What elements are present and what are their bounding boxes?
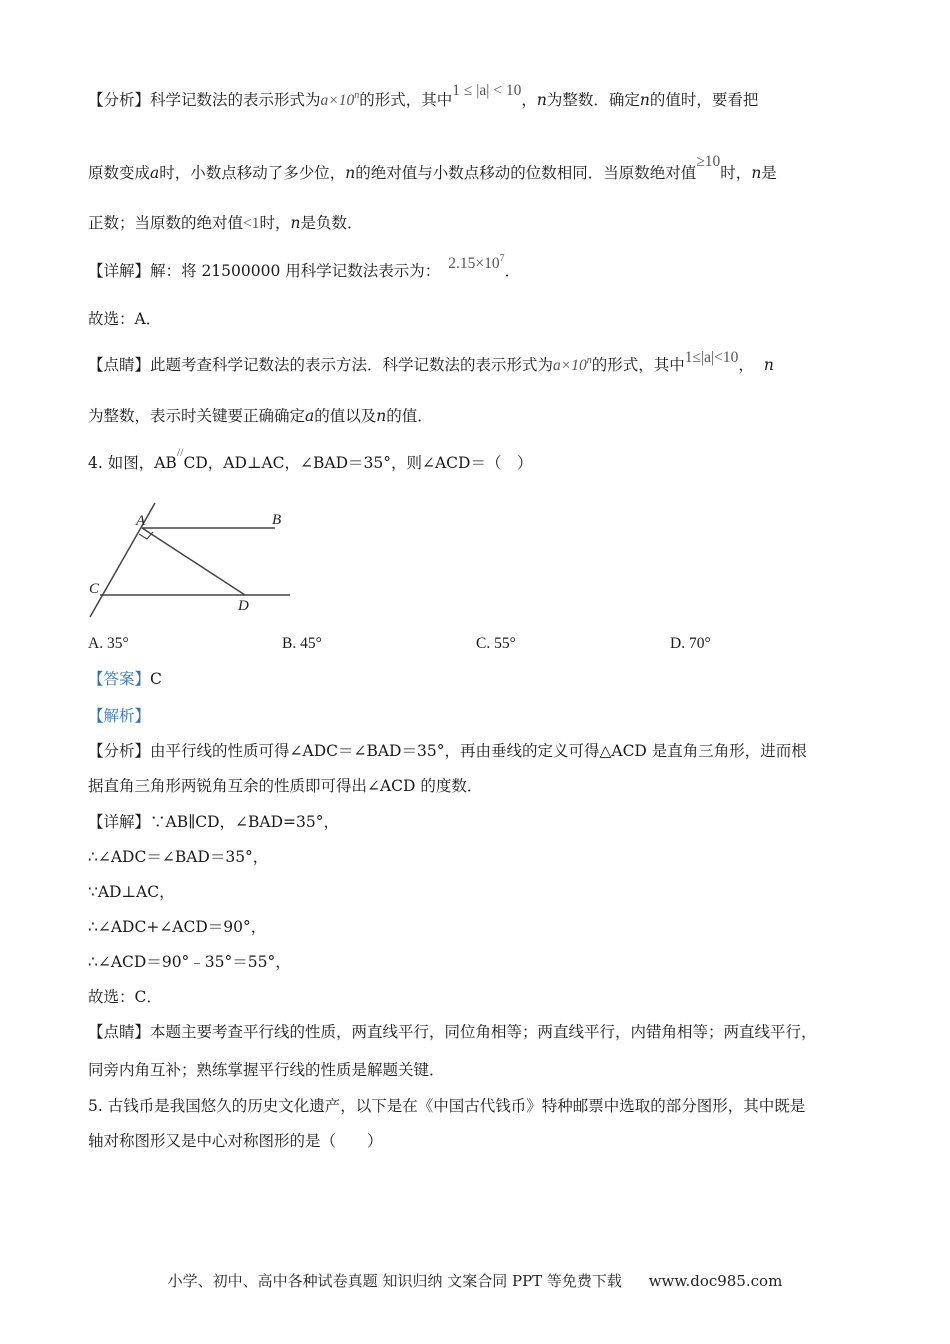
label-a: A: [136, 513, 146, 529]
q4-detail-step-5: ∴∠ACD＝90°﹣35°＝55°，: [88, 953, 291, 971]
option-c: C. 55°: [476, 635, 516, 652]
q4-detail-step-1: 【详解】∵AB∥CD，∠BAD=35°，: [88, 813, 340, 831]
analysis-line-1: 【分析】科学记数法的表示形式为$a\times 10^n$的形式，其中1 ≤ |a| < 10，n为整数．确定n的值时，要看把: [88, 82, 759, 109]
analysis-line-2: 原数变成a时，小数点移动了多少位，n的绝对值与小数点移动的位数相同．当原数绝对值≥10时，n是: [88, 153, 777, 182]
footer-text: 小学、初中、高中各种试卷真题 知识归纳 文案合同 PPT 等免费下载: [167, 1272, 622, 1290]
comment-line-2: 为整数，表示时关键要正确确定a的值以及n的值．: [88, 407, 433, 425]
q4-stem: 4. 如图，AB//CD，AD⊥AC，∠BAD＝35°，则∠ACD＝（ ）: [88, 445, 533, 472]
range-condition: 1 ≤ |a| < 10: [452, 82, 522, 99]
option-b: B. 45°: [282, 635, 322, 652]
q4-analysis-line-1: 【分析】由平行线的性质可得∠ADC＝∠BAD＝35°，再由垂线的定义可得△ACD 是直角三角形，进而根: [88, 742, 807, 760]
q5-line-2: 轴对称图形又是中心对称图形的是（ ）: [88, 1132, 383, 1150]
q4-analysis-line-2: 据直角三角形两锐角互余的性质即可得出∠ACD 的度数．: [88, 777, 483, 795]
option-a: A. 35°: [88, 635, 129, 652]
choose-line-1: 故选：A．: [88, 310, 162, 328]
formula-a-times-10n: $a\times 10^n$: [320, 90, 360, 109]
scientific-notation-value: $2.15\times 10^7$: [448, 253, 505, 272]
label-b: B: [272, 512, 282, 528]
q4-detail-step-3: ∵AD⊥AC，: [88, 883, 175, 901]
line-ac-extended: [90, 503, 155, 617]
q4-detail-step-4: ∴∠ADC+∠ACD＝90°，: [88, 918, 267, 936]
detail-line-1: 【详解】解：将 21500000 用科学记数法表示为： $2.15\times 10^7$．: [88, 253, 521, 280]
answer-line: 【答案】C: [88, 670, 162, 688]
q4-comment-line-1: 【点睛】本题主要考查平行线的性质，两直线平行，同位角相等；两直线平行，内错角相等；两直线平行，: [88, 1023, 817, 1041]
parallel-symbol: //: [176, 445, 184, 459]
analysis-line-3: 正数；当原数的绝对值<1时，n是负数．: [88, 214, 363, 232]
footer: [0, 1270, 950, 1291]
q4-comment-line-2: 同旁内角互补；熟练掌握平行线的性质是解题关键．: [88, 1061, 445, 1079]
q5-line-1: 5. 古钱币是我国悠久的历史文化遗产，以下是在《中国古代钱币》特种邮票中选取的部分图形，其中既是: [88, 1097, 806, 1115]
label-c: C: [89, 581, 100, 597]
comment-line-1: 【点睛】此题考查科学记数法的表示方法．科学记数法的表示形式为$a\times 10^n$的形式，其中1≤|a|<10， n: [88, 349, 774, 374]
geometry-figure: [80, 495, 300, 625]
label-d: D: [238, 598, 249, 614]
line-ad: [142, 528, 245, 595]
footer-url[interactable]: www.doc985.com: [648, 1272, 783, 1290]
q4-detail-step-2: ∴∠ADC＝∠BAD＝35°，: [88, 848, 269, 866]
explain-label: 【解析】: [88, 707, 151, 725]
formula-a-times-10n-2: $a\times 10^n$: [553, 355, 592, 374]
analysis-label: 【分析】: [88, 91, 151, 109]
q4-choose: 故选：C．: [88, 988, 162, 1006]
option-d: D. 70°: [670, 635, 711, 652]
